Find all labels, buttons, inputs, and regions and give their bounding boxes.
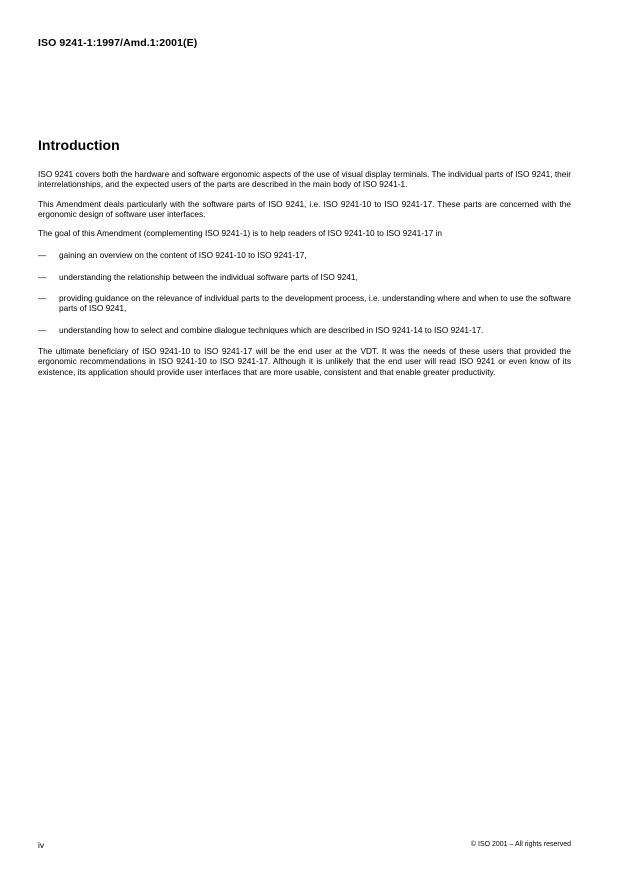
- intro-paragraph-2: This Amendment deals particularly with the software parts of ISO 9241, i.e. ISO 9241-10 to ISO 9241-17. These parts are concerned with the ergonomic design of software user interfaces.: [38, 198, 571, 219]
- em-dash-bullet: —: [38, 324, 47, 335]
- section-title: Introduction: [38, 137, 120, 153]
- em-dash-bullet: —: [38, 271, 47, 282]
- em-dash-bullet: —: [38, 250, 47, 261]
- document-identifier: ISO 9241-1:1997/Amd.1:2001(E): [38, 37, 198, 49]
- page-number: iv: [38, 840, 45, 850]
- list-item: [38, 325, 571, 335]
- list-item: [38, 250, 571, 260]
- list-item-text: understanding the relationship between the individual software parts of ISO 9241,: [59, 271, 358, 282]
- closing-paragraph: The ultimate beneficiary of ISO 9241-10 to ISO 9241-17 will be the end user at the VDT. It was the needs of these users that provided the ergonomic recommendations in ISO 9241-10 to ISO 9241-17. Although it is unlikely that the end user will read ISO 9241 or even know of its existence, its application should provide user interfaces that are more usable, consistent and that enable greater productivity.: [38, 345, 571, 377]
- em-dash-bullet: —: [38, 293, 47, 304]
- intro-paragraph-3: The goal of this Amendment (complementing ISO 9241-1) is to help readers of ISO 9241-10 to ISO 9241-17 in: [38, 228, 443, 239]
- list-item-text: understanding how to select and combine dialogue techniques which are described in ISO 9241-14 to ISO 9241-17.: [59, 324, 484, 335]
- introduction-body: [38, 169, 571, 386]
- list-item: [38, 293, 571, 314]
- list-item-text: gaining an overview on the content of ISO 9241-10 to ISO 9241-17,: [59, 250, 307, 261]
- copyright-notice: © ISO 2001 – All rights reserved: [470, 841, 571, 848]
- intro-paragraph-1: ISO 9241 covers both the hardware and software ergonomic aspects of the use of visual display terminals. The individual parts of ISO 9241, their interrelationships, and the expected users of the parts are described in the main body of ISO 9241-1.: [38, 169, 571, 190]
- list-item: [38, 272, 571, 282]
- list-item-text: providing guidance on the relevance of individual parts to the development process, i.e. understanding where and when to use the software parts of ISO 9241,: [59, 293, 571, 314]
